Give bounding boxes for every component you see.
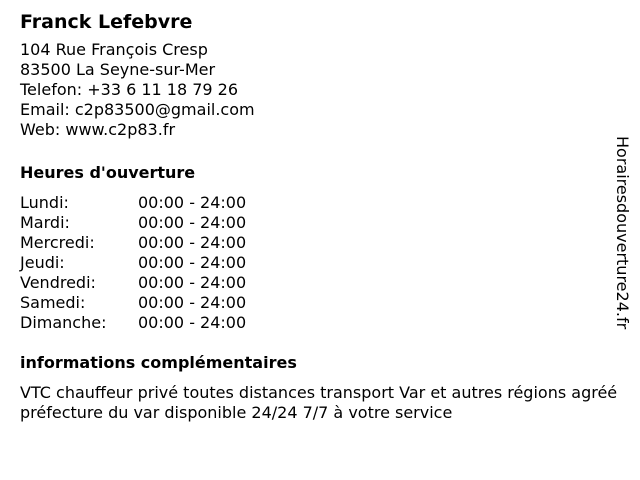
day-label: Jeudi: bbox=[20, 253, 65, 272]
day-label: Mercredi: bbox=[20, 233, 95, 252]
hours-row-samedi bbox=[20, 293, 632, 313]
additional-info-text: VTC chauffeur privé toutes distances transport Var et autres régions agréé préfecture du var disponible 24/24 7/7 à votre service bbox=[20, 383, 618, 422]
address-city: 83500 La Seyne-sur-Mer bbox=[20, 60, 216, 79]
web-line[interactable]: Web: www.c2p83.fr bbox=[20, 120, 176, 139]
hours-row-mercredi bbox=[20, 233, 632, 253]
day-label: Lundi: bbox=[20, 193, 69, 212]
address-street: 104 Rue François Cresp bbox=[20, 40, 208, 59]
opening-hours-list bbox=[20, 193, 632, 333]
time-range: 00:00 - 24:00 bbox=[138, 193, 247, 212]
time-range: 00:00 - 24:00 bbox=[138, 253, 247, 272]
time-range: 00:00 - 24:00 bbox=[138, 233, 247, 252]
hours-row-dimanche bbox=[20, 313, 632, 333]
site-watermark: Horairesdouverture24.fr bbox=[613, 136, 632, 330]
business-card bbox=[20, 8, 632, 423]
email-line[interactable]: Email: c2p83500@gmail.com bbox=[20, 100, 255, 119]
hours-row-mardi bbox=[20, 213, 632, 233]
day-label: Vendredi: bbox=[20, 273, 96, 292]
hours-row-vendredi bbox=[20, 273, 632, 293]
opening-hours-title: Heures d'ouverture bbox=[20, 163, 196, 182]
day-label: Dimanche: bbox=[20, 313, 107, 332]
time-range: 00:00 - 24:00 bbox=[138, 293, 247, 312]
phone-line[interactable]: Telefon: +33 6 11 18 79 26 bbox=[20, 80, 239, 99]
day-label: Samedi: bbox=[20, 293, 86, 312]
time-range: 00:00 - 24:00 bbox=[138, 273, 247, 292]
time-range: 00:00 - 24:00 bbox=[138, 313, 247, 332]
day-label: Mardi: bbox=[20, 213, 70, 232]
time-range: 00:00 - 24:00 bbox=[138, 213, 247, 232]
additional-info-title: informations complémentaires bbox=[20, 353, 297, 372]
business-name: Franck Lefebvre bbox=[20, 11, 193, 33]
hours-row-jeudi bbox=[20, 253, 632, 273]
hours-row-lundi bbox=[20, 193, 632, 213]
